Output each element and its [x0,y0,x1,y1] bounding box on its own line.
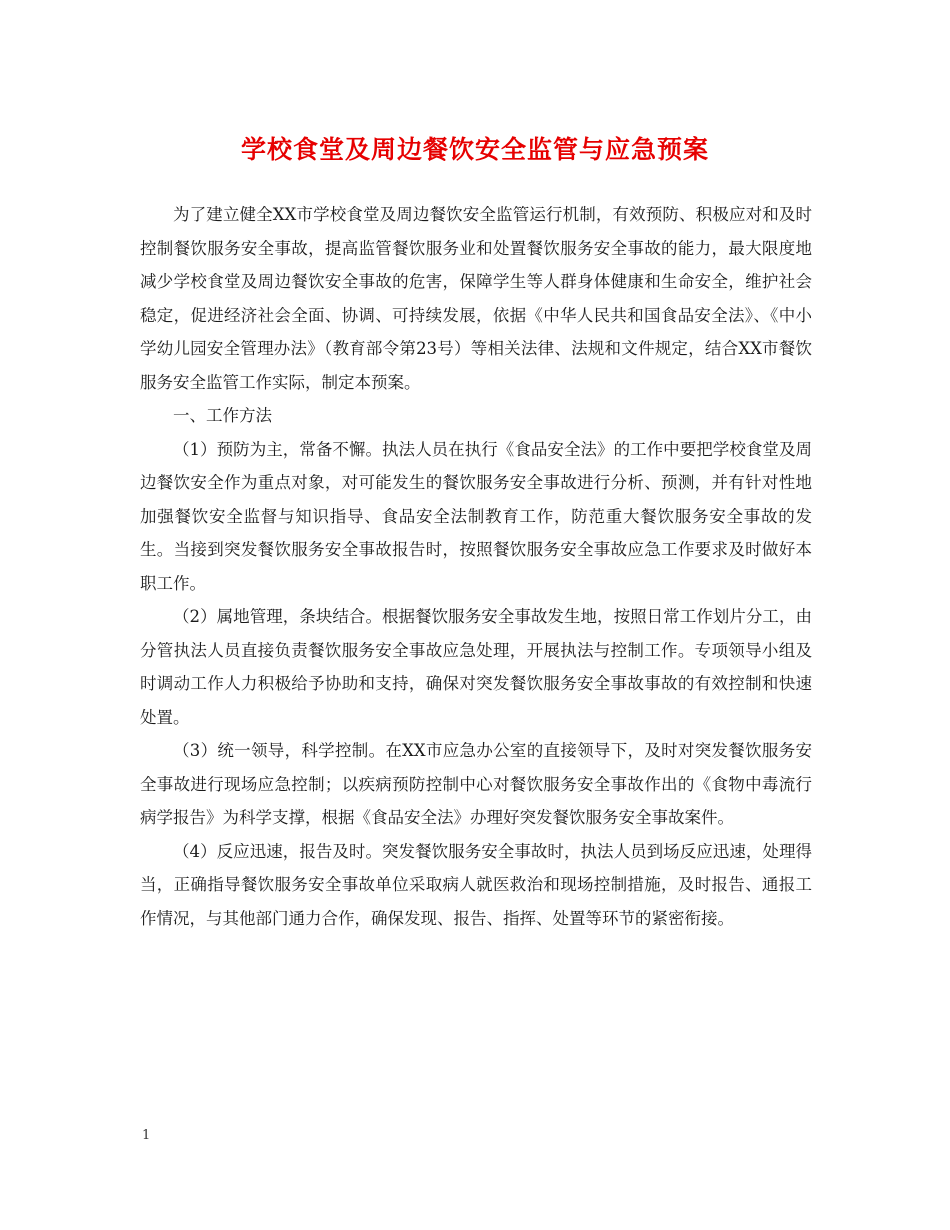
paragraph-intro: 为了建立健全XX市学校食堂及周边餐饮安全监管运行机制，有效预防、积极应对和及时控制餐饮服务安全事故，提高监管餐饮服务业和处置餐饮服务安全事故的能力，最大限度地减少学校食堂及周边餐饮安全事故的危害，保障学生等人群身体健康和生命安全，维护社会稳定，促进经济社会全面、协调、可持续发展，依据《中华人民共和国食品安全法》、《中小学幼儿园安全管理办法》（教育部令第23号）等相关法律、法规和文件规定，结合XX市餐饮服务安全监管工作实际，制定本预案。 [140,205,812,392]
document-title: 学校食堂及周边餐饮安全监管与应急预案 [240,135,709,164]
paragraph-item-4: （4）反应迅速，报告及时。突发餐饮服务安全事故时，执法人员到场反应迅速，处理得当，正确指导餐饮服务安全事故单位采取病人就医救治和现场控制措施，及时报告、通报工作情况，与其他部门通力合作，确保发现、报告、指挥、处置等环节的紧密衔接。 [140,841,812,928]
paragraph-item-1: （1）预防为主，常备不懈。执法人员在执行《食品安全法》的工作中要把学校食堂及周边餐饮安全作为重点对象，对可能发生的餐饮服务安全事故进行分析、预测，并有针对性地加强餐饮安全监督与知识指导、食品安全法制教育工作，防范重大餐饮服务安全事故的发生。当接到突发餐饮服务安全事故报告时，按照餐饮服务安全事故应急工作要求及时做好本职工作。 [140,439,812,593]
document-body [140,198,812,935]
section-heading-work-methods: 一、工作方法 [173,406,272,425]
paragraph-item-2: （2）属地管理，条块结合。根据餐饮服务安全事故发生地，按照日常工作划片分工，由分管执法人员直接负责餐饮服务安全事故应急处理，开展执法与控制工作。专项领导小组及时调动工作人力积极给予协助和支持，确保对突发餐饮服务安全事故事故的有效控制和快速处置。 [140,607,812,727]
paragraph-item-3: （3）统一领导，科学控制。在XX市应急办公室的直接领导下，及时对突发餐饮服务安全事故进行现场应急控制；以疾病预防控制中心对餐饮服务安全事故作出的《食物中毒流行病学报告》为科学支撑，根据《食品安全法》办理好突发餐饮服务安全事故案件。 [140,741,812,827]
page-number: 1 [142,1128,151,1143]
